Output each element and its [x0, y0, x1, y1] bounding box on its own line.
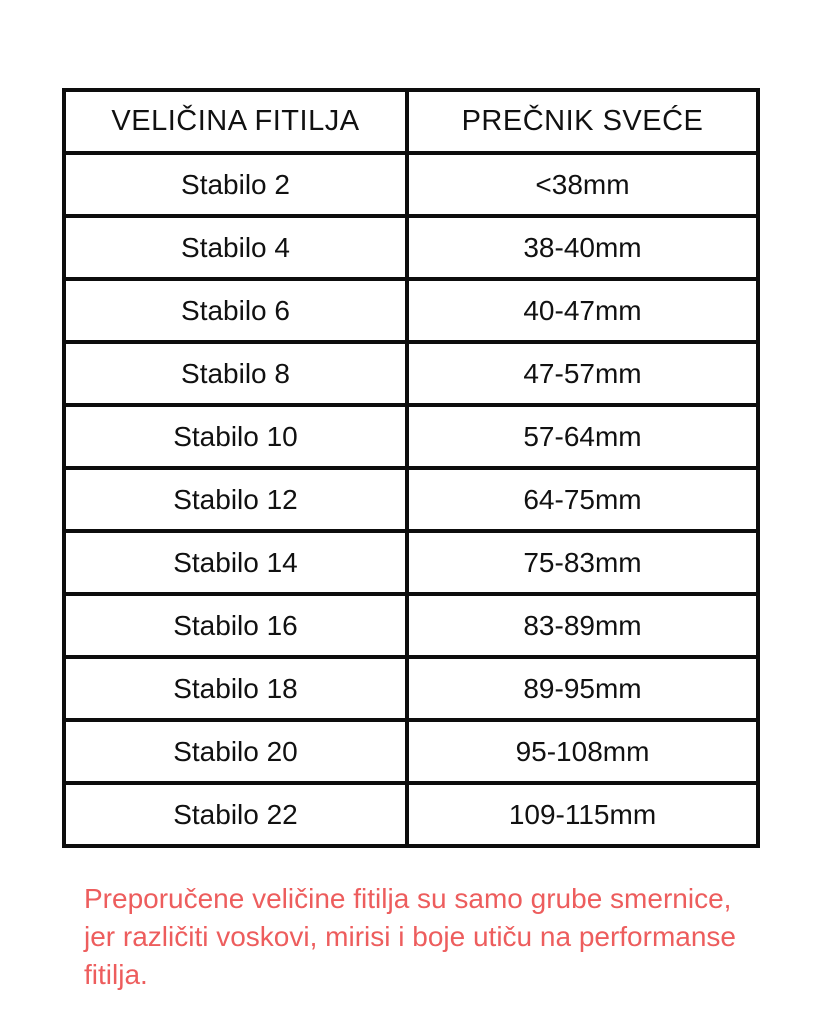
table-row	[64, 342, 758, 405]
cell-wick-size: Stabilo 22	[64, 783, 407, 846]
cell-wick-size: Stabilo 12	[64, 468, 407, 531]
table-row	[64, 153, 758, 216]
table-row	[64, 279, 758, 342]
wick-size-table	[62, 88, 760, 848]
cell-wick-size: Stabilo 4	[64, 216, 407, 279]
cell-wick-size: Stabilo 16	[64, 594, 407, 657]
cell-wick-size: Stabilo 2	[64, 153, 407, 216]
cell-wick-size: Stabilo 6	[64, 279, 407, 342]
footnote: Preporučene veličine fitilja su samo grube smernice, jer različiti voskovi, mirisi i boje utiču na performanse fitilja.	[84, 883, 736, 990]
table-header-row	[64, 90, 758, 153]
cell-candle-diameter: 64-75mm	[407, 468, 758, 531]
table-row	[64, 783, 758, 846]
cell-candle-diameter: 75-83mm	[407, 531, 758, 594]
cell-candle-diameter: 38-40mm	[407, 216, 758, 279]
table-row	[64, 657, 758, 720]
cell-candle-diameter: 89-95mm	[407, 657, 758, 720]
table-row	[64, 216, 758, 279]
table-row	[64, 531, 758, 594]
column-header-wick-size: VELIČINA FITILJA	[64, 90, 407, 153]
cell-candle-diameter: 83-89mm	[407, 594, 758, 657]
column-header-candle-diameter: PREČNIK SVEĆE	[407, 90, 758, 153]
cell-wick-size: Stabilo 14	[64, 531, 407, 594]
cell-wick-size: Stabilo 8	[64, 342, 407, 405]
cell-candle-diameter: <38mm	[407, 153, 758, 216]
cell-candle-diameter: 57-64mm	[407, 405, 758, 468]
table-row	[64, 468, 758, 531]
cell-candle-diameter: 40-47mm	[407, 279, 758, 342]
cell-wick-size: Stabilo 10	[64, 405, 407, 468]
table-row	[64, 405, 758, 468]
cell-wick-size: Stabilo 20	[64, 720, 407, 783]
table-row	[64, 720, 758, 783]
cell-wick-size: Stabilo 18	[64, 657, 407, 720]
cell-candle-diameter: 109-115mm	[407, 783, 758, 846]
cell-candle-diameter: 47-57mm	[407, 342, 758, 405]
cell-candle-diameter: 95-108mm	[407, 720, 758, 783]
table-row	[64, 594, 758, 657]
